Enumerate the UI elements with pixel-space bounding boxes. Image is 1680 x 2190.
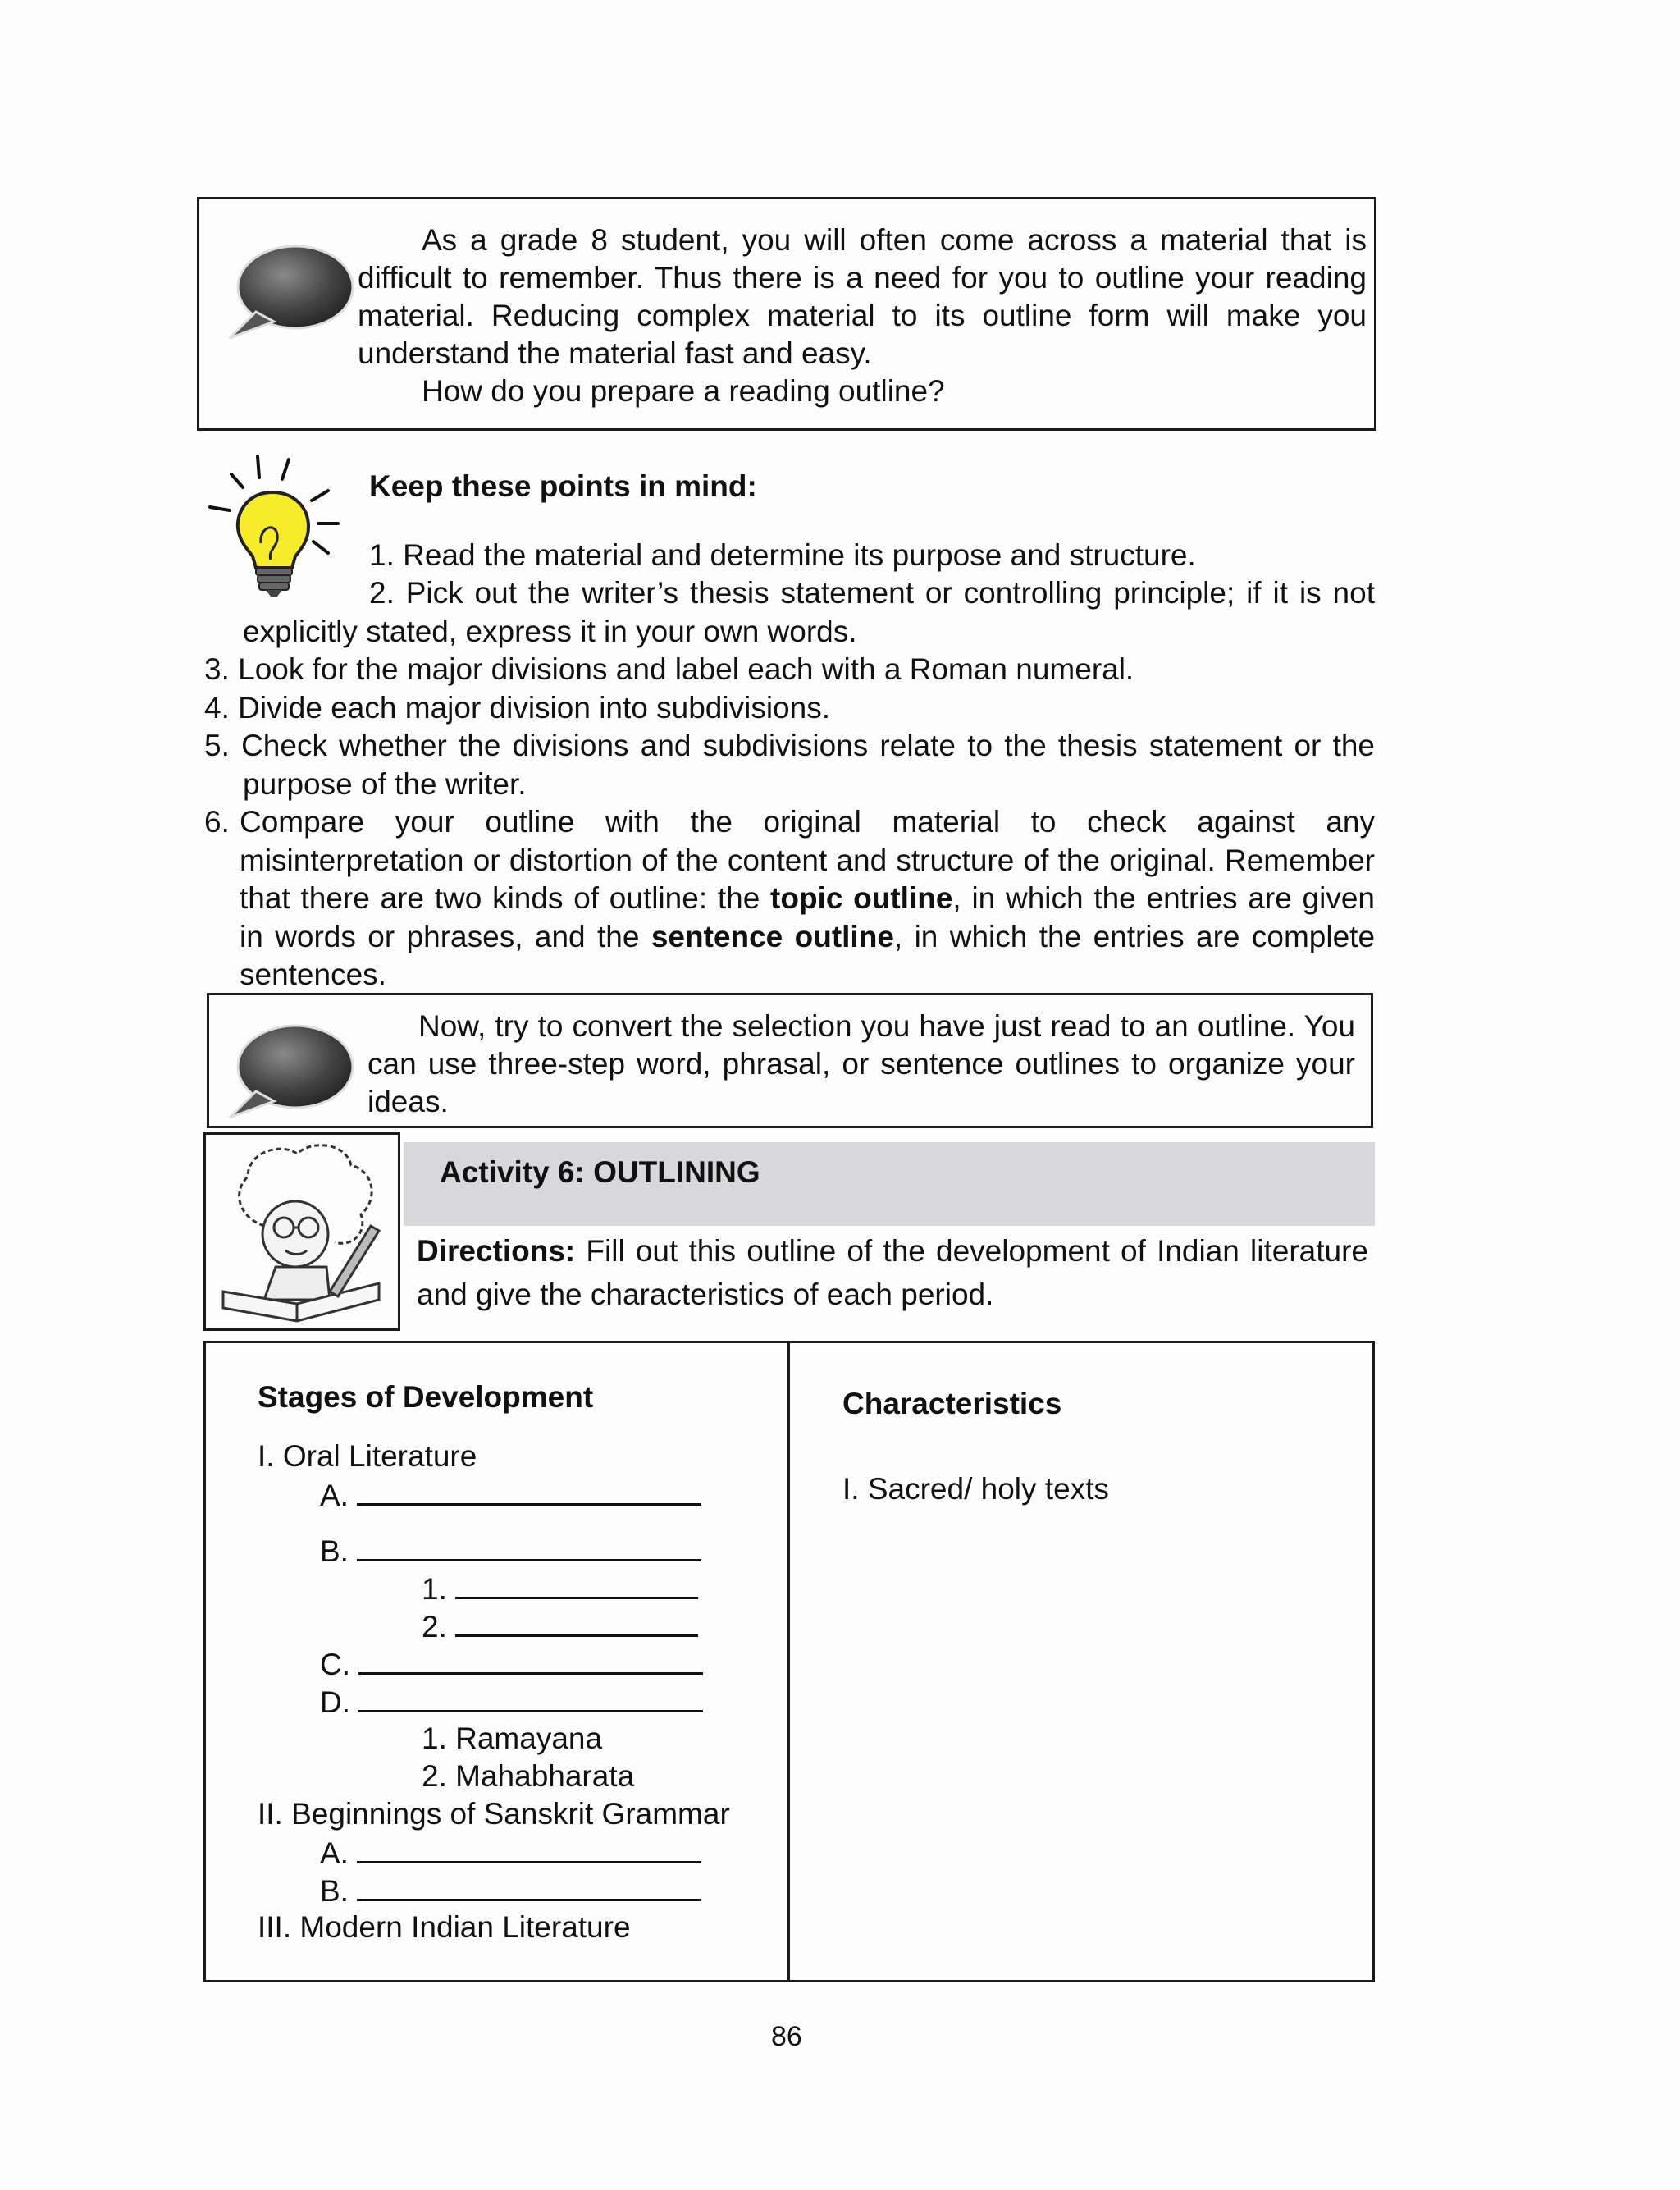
directions-label: Directions: <box>417 1234 576 1268</box>
point-2-line-a: 2. Pick out the writer’s thesis statement or controlling principle; if it is not <box>369 576 1375 610</box>
outline-d2: 2. Mahabharata <box>422 1759 635 1793</box>
outline-b <box>320 1531 701 1570</box>
outline-iii: III. Modern Indian Literature <box>258 1910 631 1944</box>
outline-c-label: C. <box>320 1648 350 1681</box>
point-3: 3. Look for the major divisions and label each with a Roman numeral. <box>204 652 1134 686</box>
point-6-text-b: , in which the entries are given in words or phrases, and the <box>240 881 1375 953</box>
blank-line <box>357 1871 701 1901</box>
intro-paragraph <box>358 222 1367 410</box>
blank-line <box>455 1607 698 1637</box>
outline-d-label: D. <box>320 1685 350 1719</box>
outline-b2 <box>422 1607 698 1646</box>
outline-iib <box>320 1871 701 1910</box>
outline-a <box>320 1475 701 1515</box>
characteristics-header: Characteristics <box>842 1387 1062 1420</box>
page-number: 86 <box>771 2021 802 2052</box>
activity-title: Activity 6: OUTLINING <box>440 1155 760 1189</box>
speech-bubble-icon <box>223 1024 354 1121</box>
outline-ii: II. Beginnings of Sanskrit Grammar <box>258 1797 730 1831</box>
point-2-line-b: explicitly stated, express it in your own words. <box>243 614 857 648</box>
blank-line <box>358 1682 703 1712</box>
stages-header: Stages of Development <box>258 1380 594 1414</box>
convert-text: Now, try to convert the selection you have just read to an outline. You can use three-step word, phrasal, or sentence outlines to organize your ideas. <box>368 1009 1355 1118</box>
blank-line <box>357 1475 701 1506</box>
point-1: 1. Read the material and determine its purpose and structure. <box>369 538 1196 572</box>
speech-bubble-icon <box>223 245 354 341</box>
blank-line <box>357 1833 701 1863</box>
outline-c <box>320 1644 703 1684</box>
outline-iia <box>320 1833 701 1872</box>
point-5 <box>204 727 1375 803</box>
point-2 <box>243 574 1375 651</box>
point-5-line-a: 5. Check whether the divisions and subdivisions relate to the thesis statement or the <box>204 729 1375 762</box>
outline-a-label: A. <box>320 1479 349 1512</box>
point-6-text-c: , in which the entries are complete sentences. <box>240 919 1376 991</box>
outline-i: I. Oral Literature <box>258 1439 477 1473</box>
outline-b1 <box>422 1569 698 1608</box>
table-divider <box>788 1341 790 1982</box>
outline-b-label: B. <box>320 1534 349 1568</box>
outline-b2-label: 2. <box>422 1610 447 1644</box>
activity-directions <box>417 1229 1368 1316</box>
intro-question: How do you prepare a reading outline? <box>422 374 945 408</box>
intro-text: As a grade 8 student, you will often come across a material that is difficult to remember. Thus there is a need for you to outline your reading material. Reducing complex material to its outline form will make you understand the material fast and easy. <box>358 223 1367 370</box>
topic-outline-term: topic outline <box>770 881 953 915</box>
outline-d <box>320 1682 703 1721</box>
outline-b1-label: 1. <box>422 1572 447 1606</box>
outline-iib-label: B. <box>320 1874 349 1908</box>
student-writing-illustration <box>207 1136 397 1328</box>
point-6-number: 6. <box>204 805 230 839</box>
point-6 <box>240 803 1375 994</box>
sentence-outline-term: sentence outline <box>651 919 894 953</box>
point-5-line-b: purpose of the writer. <box>243 766 527 801</box>
blank-line <box>455 1569 698 1599</box>
point-4: 4. Divide each major division into subdivisions. <box>204 691 830 725</box>
outline-d1: 1. Ramayana <box>422 1721 603 1755</box>
characteristic-i: I. Sacred/ holy texts <box>842 1472 1109 1506</box>
blank-line <box>358 1644 703 1675</box>
point-6-text-a: Compare your outline with the original material to check against any misinterpretation or distortion of the content and structure of the original. Remember that there are two kinds of outline: the <box>240 805 1375 915</box>
keep-points-heading: Keep these points in mind: <box>369 469 757 503</box>
blank-line <box>357 1531 701 1561</box>
outline-iia-label: A. <box>320 1836 349 1870</box>
directions-text: Fill out this outline of the development of Indian literature and give the characteristics of each period. <box>417 1234 1368 1311</box>
